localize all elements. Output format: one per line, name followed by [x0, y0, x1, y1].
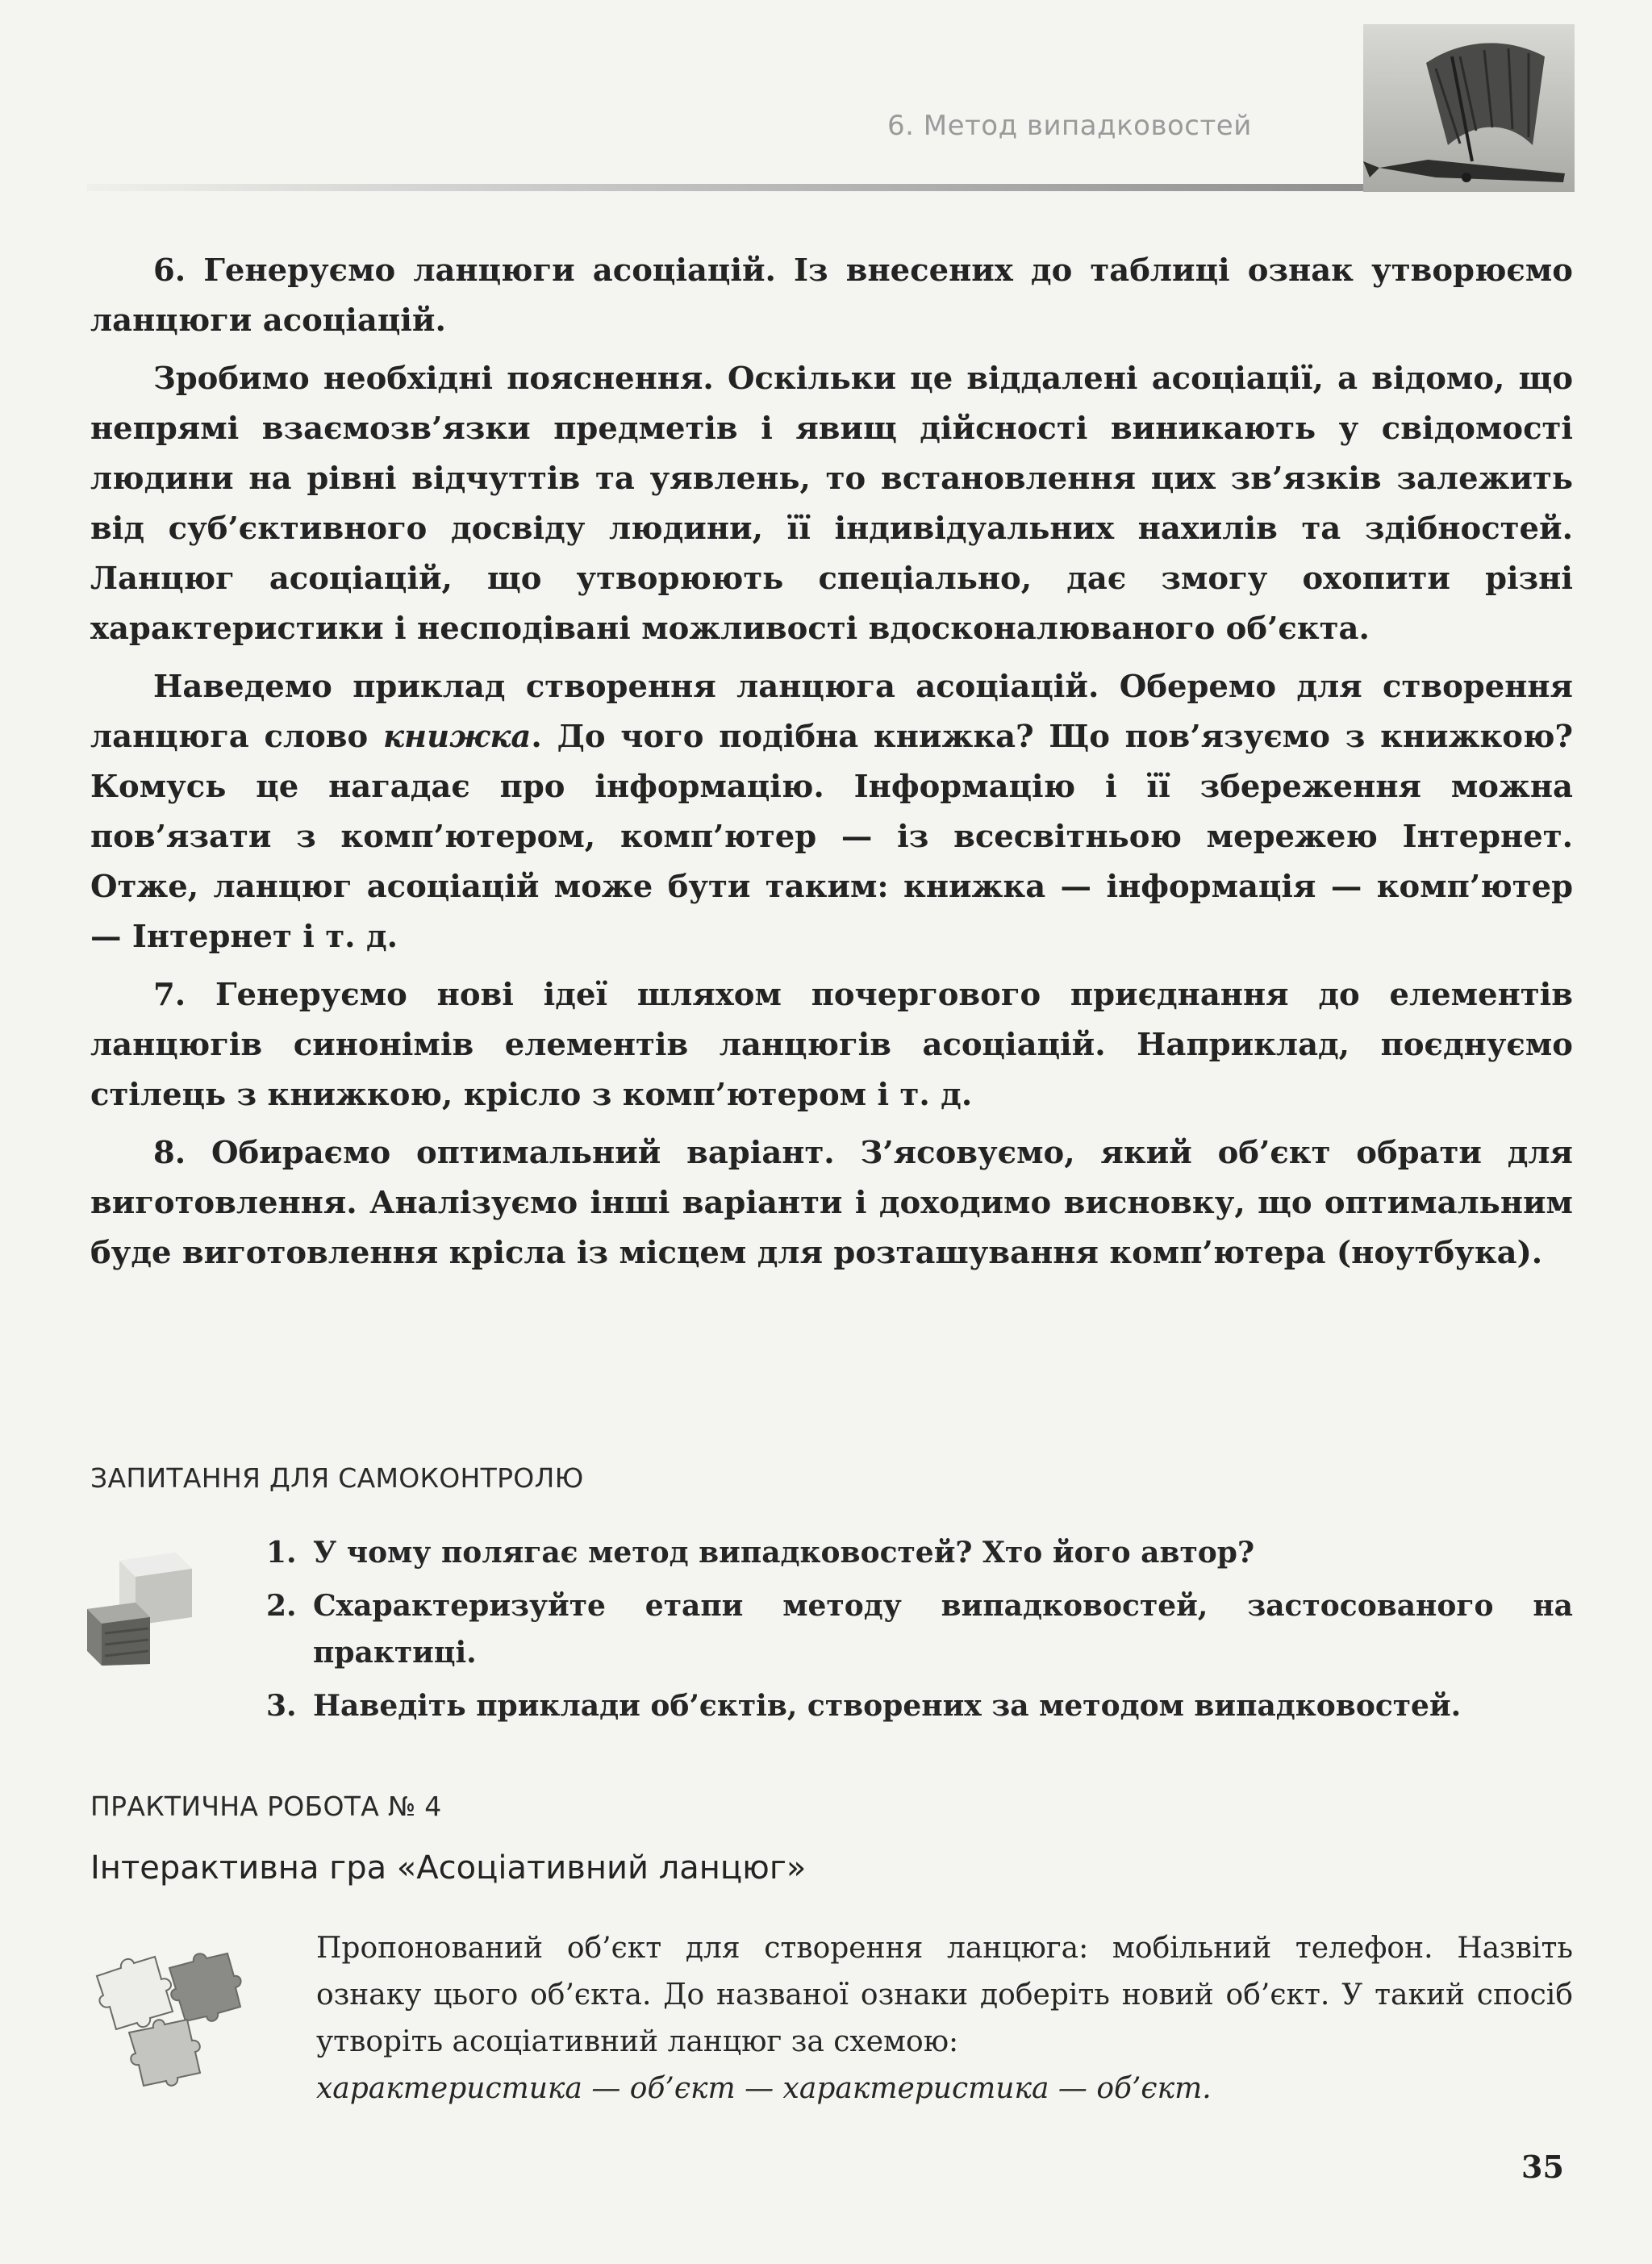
- question-item: [266, 1682, 1573, 1729]
- paragraph-example: [90, 662, 1573, 962]
- question-number: 3.: [266, 1689, 297, 1723]
- question-number: 1.: [266, 1536, 297, 1570]
- example-keyword: книжка: [383, 719, 532, 755]
- question-text: У чому полягає метод випадковостей? Хто його автор?: [313, 1536, 1255, 1570]
- practical-work-instructions: Пропонований об’єкт для створення ланцюга: мобільний телефон. Назвіть ознаку цього об’єкта. До названої ознаки доберіть новий об’єкт. У такий спосіб утворіть асоціативний ланцюг за схемою:: [316, 1932, 1573, 2058]
- cube-icon: [87, 1553, 200, 1666]
- practical-work-title: Інтерактивна гра «Асоціативний ланцюг»: [90, 1849, 807, 1887]
- question-item: [266, 1582, 1573, 1676]
- self-control-heading: ЗАПИТАННЯ ДЛЯ САМОКОНТРОЛЮ: [90, 1462, 584, 1494]
- question-text: Схарактеризуйте етапи методу випадковостей, застосованого на практиці.: [313, 1589, 1573, 1670]
- question-item: [266, 1529, 1573, 1576]
- practical-work-heading: ПРАКТИЧНА РОБОТА № 4: [90, 1791, 442, 1822]
- example-text-after: . До чого подібна книжка? Що пов’язуємо з книжкою? Комусь це нагадає про інформацію. Інформацію і її збереження можна пов’язати з комп’ютером, комп’ютер — із всесвітньою мережею Інтернет. Отже, ланцюг асоціацій може бути таким: книжка — інформація — комп’ютер — Інтернет і т. д.: [90, 719, 1573, 955]
- flying-machine-illustration: [1363, 24, 1575, 192]
- association-scheme: характеристика — об’єкт — характеристика — об’єкт.: [316, 2072, 1212, 2105]
- paragraph-step-6: 6. Генеруємо ланцюги асоціацій. Із внесених до таблиці ознак утворюємо ланцюги асоціацій.: [90, 252, 1573, 339]
- running-header-title: 6. Метод випадковостей: [887, 110, 1252, 142]
- self-control-questions: [266, 1529, 1573, 1736]
- example-text-before: Наведемо приклад створення ланцюга асоціацій. Оберемо для створення ланцюга слово: [90, 669, 1573, 755]
- puzzle-icon: [89, 1944, 242, 2089]
- paragraph-step-8: 8. Обираємо оптимальний варіант. З’ясовуємо, який об’єкт обрати для виготовлення. Аналізуємо інші варіанти і доходимо висновку, що оптимальним буде виготовлення крісла із місцем для розташування комп’ютера (ноутбука).: [90, 1135, 1573, 1271]
- main-text: [90, 246, 1573, 1286]
- question-number: 2.: [266, 1589, 297, 1623]
- page-number: 35: [1521, 2149, 1564, 2185]
- paragraph-step-7: 7. Генеруємо нові ідеї шляхом почергового приєднання до елементів ланцюгів синонімів елементів ланцюгів асоціацій. Наприклад, поєднуємо стілець з книжкою, крісло з комп’ютером і т. д.: [90, 977, 1573, 1113]
- header-rule: [87, 184, 1378, 191]
- practical-work-text: [316, 1925, 1573, 2112]
- question-text: Наведіть приклади об’єктів, створених за методом випадковостей.: [313, 1689, 1462, 1723]
- paragraph-explanation: Зробимо необхідні пояснення. Оскільки це віддалені асоціації, а відомо, що непрямі взаємозв’язки предметів і явищ дійсності виникають у свідомості людини на рівні відчуттів та уявлень, то встановлення цих зв’язків залежить від суб’єктивного досвіду людини, її індивідуальних нахилів та здібностей. Ланцюг асоціацій, що утворюють спеціально, дає змогу охопити різні характеристики і несподівані можливості вдосконалюваного об’єкта.: [90, 361, 1573, 647]
